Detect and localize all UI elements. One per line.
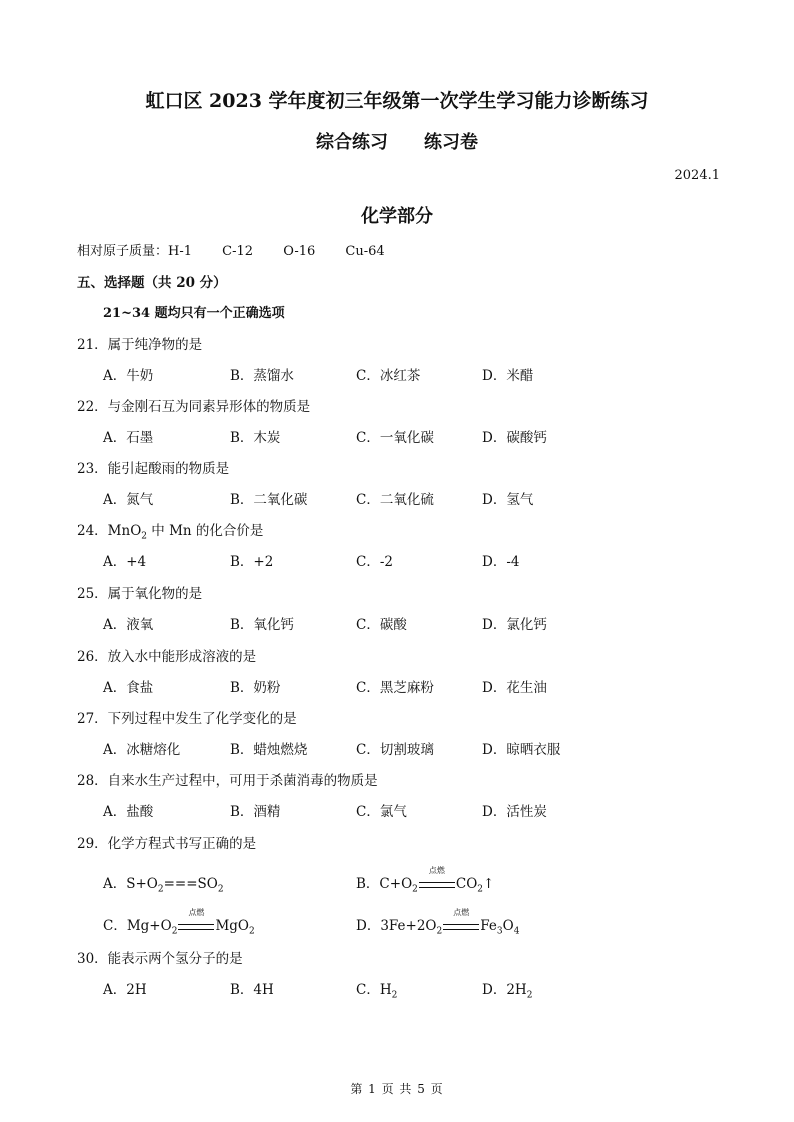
q29-d-right-sub2: 4 — [513, 926, 520, 937]
q21-option-b: B．蒸馏水 — [230, 368, 294, 384]
q29-d-left-sub: 2 — [436, 926, 443, 937]
question-22-stem: 22．与金刚石互为同素异形体的物质是 — [77, 399, 311, 415]
q27-option-b: B．蜡烛燃烧 — [230, 742, 308, 758]
q29-c-label: C． — [103, 918, 127, 934]
atomic-mass-cu: Cu-64 — [345, 244, 385, 259]
q22-option-c: C．一氧化碳 — [356, 430, 434, 446]
q29-c-left: Mg+O — [126, 918, 172, 934]
question-23-stem: 23．能引起酸雨的物质是 — [77, 461, 230, 477]
q29-c-right-sub: 2 — [248, 926, 255, 937]
q26-option-c: C．黑芝麻粉 — [356, 680, 434, 696]
question-24-stem — [77, 519, 263, 542]
q29-b-right-sub: 2 — [477, 884, 484, 895]
q24-option-a: A．+4 — [103, 554, 147, 570]
q29-d-left: 3Fe+2O — [380, 918, 437, 934]
q30-option-b: B．4H — [230, 982, 274, 998]
q26-option-a: A．食盐 — [103, 680, 154, 696]
q28-option-c: C．氯气 — [356, 804, 407, 820]
section-instruction: 21~34 题均只有一个正确选项 — [103, 306, 285, 321]
q24-option-d: D．-4 — [482, 554, 520, 570]
q26-option-b: B．奶粉 — [230, 680, 281, 696]
q30-c-text: C．H — [356, 982, 392, 998]
q29-b-equals — [418, 866, 456, 892]
question-21-stem: 21．属于纯净物的是 — [77, 337, 203, 353]
atomic-mass-h: 相对原子质量：H-1 — [77, 244, 193, 259]
q23-option-a: A．氮气 — [103, 492, 154, 508]
q29-option-d — [356, 908, 520, 937]
q29-c-equals — [177, 908, 215, 934]
q29-a-text2: ===SO — [163, 876, 218, 892]
q28-option-a: A．盐酸 — [103, 804, 154, 820]
q24-option-c: C．-2 — [356, 554, 393, 570]
q22-option-d: D．碳酸钙 — [482, 430, 547, 446]
q25-option-a: A．液氧 — [103, 617, 154, 633]
question-30-stem: 30．能表示两个氢分子的是 — [77, 951, 243, 967]
q24-option-b: B．+2 — [230, 554, 274, 570]
q29-c-condition: 点燃 — [188, 908, 205, 917]
q27-option-c: C．切割玻璃 — [356, 742, 434, 758]
q29-d-right-sub: 3 — [496, 926, 503, 937]
q29-d-right: Fe — [480, 918, 497, 934]
question-27-stem: 27．下列过程中发生了化学变化的是 — [77, 711, 297, 727]
q24-stem-text: 中 Mn 的化合价是 — [147, 523, 264, 539]
q29-a-text: S+O — [126, 876, 158, 892]
q30-d-text: D．2H — [482, 982, 527, 998]
q29-d-equals — [442, 908, 480, 934]
q29-option-a — [103, 872, 224, 895]
q30-c-sub: 2 — [391, 990, 398, 1001]
section-title: 五、选择题（共 20 分） — [77, 275, 227, 291]
exam-date: 2024.1 — [674, 168, 720, 183]
q29-c-right: MgO — [215, 918, 249, 934]
q25-option-c: C．碳酸 — [356, 617, 407, 633]
q28-option-b: B．酒精 — [230, 804, 281, 820]
page-subtitle: 综合练习 练习卷 — [316, 132, 478, 153]
q22-option-b: B．木炭 — [230, 430, 281, 446]
q29-a-label: A． — [103, 876, 127, 892]
q21-option-c: C．冰红茶 — [356, 368, 421, 384]
q29-d-condition: 点燃 — [453, 908, 470, 917]
q29-a-sub: 2 — [157, 884, 164, 895]
q23-option-b: B．二氧化碳 — [230, 492, 308, 508]
page-title: 虹口区 2023 学年度初三年级第一次学生学习能力诊断练习 — [145, 90, 649, 112]
q27-option-d: D．晾晒衣服 — [482, 742, 561, 758]
q29-a-sub2: 2 — [217, 884, 224, 895]
q29-option-b — [356, 866, 495, 895]
gas-arrow: ↑ — [483, 876, 495, 892]
q29-b-left: C+O — [379, 876, 413, 892]
q25-option-b: B．氧化钙 — [230, 617, 294, 633]
q29-b-condition: 点燃 — [428, 866, 445, 875]
page-footer: 第 1 页 共 5 页 — [350, 1082, 444, 1096]
question-25-stem: 25．属于氧化物的是 — [77, 586, 203, 602]
q21-option-a: A．牛奶 — [103, 368, 154, 384]
q23-option-c: C．二氧化硫 — [356, 492, 434, 508]
q29-c-left-sub: 2 — [171, 926, 178, 937]
question-28-stem: 28．自来水生产过程中，可用于杀菌消毒的物质是 — [77, 773, 378, 789]
q28-option-d: D．活性炭 — [482, 804, 547, 820]
q29-b-right: CO — [455, 876, 478, 892]
q27-option-a: A．冰糖熔化 — [103, 742, 181, 758]
q24-stem-subscript: 2 — [141, 531, 147, 542]
q30-option-d — [482, 978, 532, 1001]
q22-option-a: A．石墨 — [103, 430, 154, 446]
atomic-mass-o: O-16 — [283, 244, 316, 259]
q29-b-label: B． — [356, 876, 380, 892]
q29-d-label: D． — [356, 918, 381, 934]
question-26-stem: 26．放入水中能形成溶液的是 — [77, 649, 257, 665]
q23-option-d: D．氢气 — [482, 492, 534, 508]
q26-option-d: D．花生油 — [482, 680, 547, 696]
q30-option-a: A．2H — [103, 982, 147, 998]
q21-option-d: D．米醋 — [482, 368, 534, 384]
atomic-mass-line — [77, 240, 411, 259]
q24-stem-formula: 24．MnO — [77, 523, 142, 539]
q30-d-sub: 2 — [526, 990, 533, 1001]
q30-option-c — [356, 978, 397, 1001]
q29-d-right2: O — [502, 918, 514, 934]
q25-option-d: D．氯化钙 — [482, 617, 547, 633]
section-heading-chemistry: 化学部分 — [361, 206, 433, 227]
question-29-stem: 29．化学方程式书写正确的是 — [77, 836, 257, 852]
atomic-mass-c: C-12 — [222, 244, 254, 259]
q29-option-c — [103, 908, 255, 937]
q29-b-left-sub: 2 — [412, 884, 418, 895]
